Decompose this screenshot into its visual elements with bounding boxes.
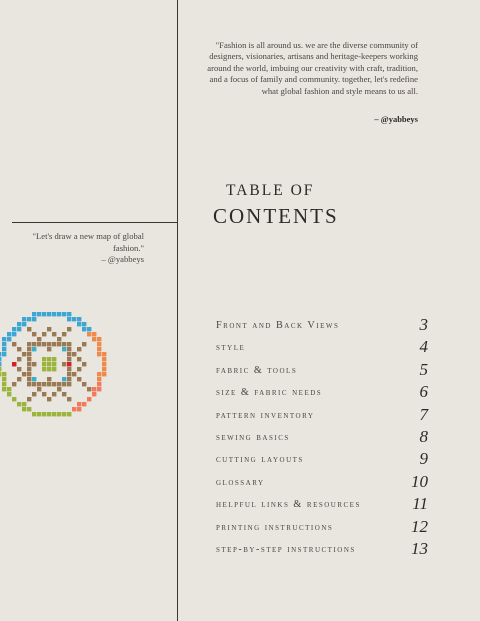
toc-label: glossary — [216, 476, 265, 488]
page-title-line1: TABLE OF — [226, 182, 315, 199]
page-title-line2: CONTENTS — [213, 204, 339, 228]
toc-row[interactable] — [216, 382, 430, 404]
toc-page-number: 13 — [411, 538, 428, 558]
toc-row[interactable] — [216, 405, 430, 427]
side-quote: "Let's draw a new map of global fashion." — [32, 231, 144, 253]
toc-label: style — [216, 342, 246, 354]
intro-quote-attribution: – @yabbeys — [374, 114, 418, 124]
toc-label: sewing basics — [216, 431, 290, 443]
toc-row[interactable] — [216, 337, 430, 359]
toc-row[interactable] — [216, 427, 430, 449]
toc-page-number: 4 — [419, 337, 428, 357]
intro-quote: "Fashion is all around us. we are the diverse community of designers, visionaries, artisans and heritage-keepers working around the world, imbuing our creativity with craft, tradition, and a focus of family and community. together, let's redefine what global fashion and style means to us all. — [207, 40, 418, 96]
toc-row[interactable] — [216, 517, 430, 539]
horizontal-divider — [12, 222, 177, 223]
toc-page-number: 9 — [419, 449, 428, 469]
vertical-divider — [177, 0, 178, 621]
toc-label: size & fabric needs — [216, 387, 323, 399]
toc-label: cutting layouts — [216, 454, 304, 466]
side-quote-attribution: – @yabbeys — [101, 254, 144, 264]
table-of-contents — [216, 315, 430, 561]
toc-page-number: 10 — [411, 471, 428, 491]
toc-row[interactable] — [216, 472, 430, 494]
toc-row[interactable] — [216, 494, 430, 516]
toc-page-number: 11 — [412, 494, 428, 514]
toc-label: printing instructions — [216, 521, 334, 533]
toc-page-number: 7 — [419, 404, 428, 424]
toc-label: step-by-step instructions — [216, 543, 356, 555]
toc-page-number: 12 — [411, 516, 428, 536]
toc-label: helpful links & resources — [216, 499, 361, 511]
toc-row[interactable] — [216, 360, 430, 382]
toc-label: pattern inventory — [216, 409, 315, 421]
toc-row[interactable] — [216, 449, 430, 471]
toc-page-number: 6 — [419, 382, 428, 402]
toc-page-number: 3 — [419, 315, 428, 334]
toc-label: Front and Back Views — [216, 320, 340, 331]
toc-label: fabric & tools — [216, 364, 298, 376]
toc-page-number: 8 — [419, 426, 428, 446]
toc-row[interactable] — [216, 539, 430, 561]
toc-row[interactable] — [216, 315, 430, 337]
cross-stitch-medallion-icon — [0, 292, 112, 438]
toc-page-number: 5 — [419, 359, 428, 379]
